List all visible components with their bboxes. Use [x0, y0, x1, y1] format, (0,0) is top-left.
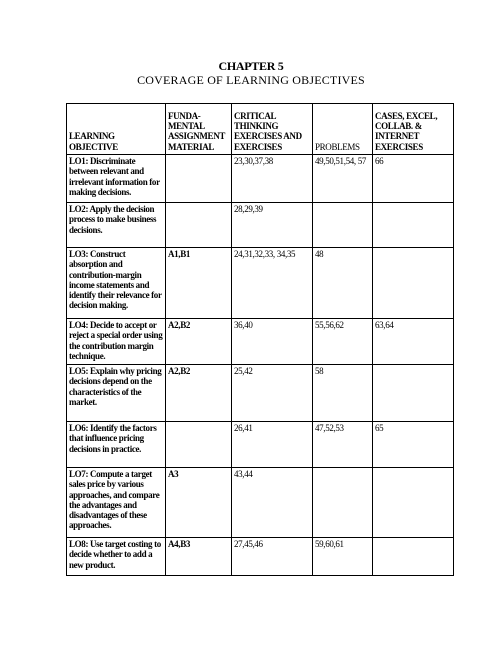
fundamental-cell: A3 — [166, 468, 232, 538]
table-row — [67, 248, 454, 319]
fundamental-cell — [166, 422, 232, 468]
fundamental-cell — [166, 203, 232, 248]
fundamental-cell: A1,B1 — [166, 248, 232, 319]
table-row — [67, 468, 454, 538]
table-row — [67, 365, 454, 422]
critical-cell: 24,31,32,33, 34,35 — [232, 248, 313, 319]
cases-cell — [373, 365, 454, 422]
problems-cell: 58 — [313, 365, 373, 422]
cases-cell: 66 — [373, 155, 454, 203]
problems-cell — [313, 468, 373, 538]
objective-cell: LO5: Explain why pricing decisions depend on the characteristics of the market. — [67, 365, 166, 422]
header-learning-objective: LEARNING OBJECTIVE — [67, 104, 166, 155]
critical-cell: 27,45,46 — [232, 538, 313, 576]
problems-cell: 55,56,62 — [313, 319, 373, 365]
cases-cell: 63,64 — [373, 319, 454, 365]
problems-cell: 47,52,53 — [313, 422, 373, 468]
cases-cell — [373, 538, 454, 576]
critical-cell: 26,41 — [232, 422, 313, 468]
table-row — [67, 538, 454, 576]
problems-cell: 49,50,51,54, 57 — [313, 155, 373, 203]
header-fundamental-material: FUNDA-MENTAL ASSIGNMENT MATERIAL — [166, 104, 232, 155]
table-header-row — [67, 104, 454, 155]
table-row — [67, 422, 454, 468]
header-critical-thinking: CRITICAL THINKING EXERCISES AND EXERCISES — [232, 104, 313, 155]
critical-cell: 23,30,37,38 — [232, 155, 313, 203]
cases-cell: 65 — [373, 422, 454, 468]
problems-cell: 59,60,61 — [313, 538, 373, 576]
problems-cell — [313, 203, 373, 248]
critical-cell: 25,42 — [232, 365, 313, 422]
chapter-title: CHAPTER 5 — [218, 59, 284, 73]
objective-cell: LO6: Identify the factors that influence pricing decisions in practice. — [67, 422, 166, 468]
objective-cell: LO4: Decide to accept or reject a special order using the contribution margin technique. — [67, 319, 166, 365]
fundamental-cell — [166, 155, 232, 203]
table-row — [67, 319, 454, 365]
table-row — [67, 203, 454, 248]
table-row — [67, 155, 454, 203]
cases-cell — [373, 203, 454, 248]
fundamental-cell: A4,B3 — [166, 538, 232, 576]
problems-cell: 48 — [313, 248, 373, 319]
critical-cell: 28,29,39 — [232, 203, 313, 248]
critical-cell: 36,40 — [232, 319, 313, 365]
objective-cell: LO3: Construct absorption and contribution-margin income statements and identify their relevance for decision making. — [67, 248, 166, 319]
objective-cell: LO1: Discriminate between relevant and irrelevant information for making decisions. — [67, 155, 166, 203]
fundamental-cell: A2,B2 — [166, 319, 232, 365]
objective-cell: LO2: Apply the decision process to make business decisions. — [67, 203, 166, 248]
coverage-table — [66, 103, 454, 576]
cases-cell — [373, 248, 454, 319]
objective-cell: LO8: Use target costing to decide whether to add a new product. — [67, 538, 166, 576]
fundamental-cell: A2,B2 — [166, 365, 232, 422]
header-cases: CASES, EXCEL, COLLAB. & INTERNET EXERCISES — [373, 104, 454, 155]
header-problems: PROBLEMS — [313, 104, 373, 155]
page-subtitle: COVERAGE OF LEARNING OBJECTIVES — [137, 73, 365, 87]
cases-cell — [373, 468, 454, 538]
critical-cell: 43,44 — [232, 468, 313, 538]
objective-cell: LO7: Compute a target sales price by various approaches, and compare the advantages and disadvantages of these approaches. — [67, 468, 166, 538]
